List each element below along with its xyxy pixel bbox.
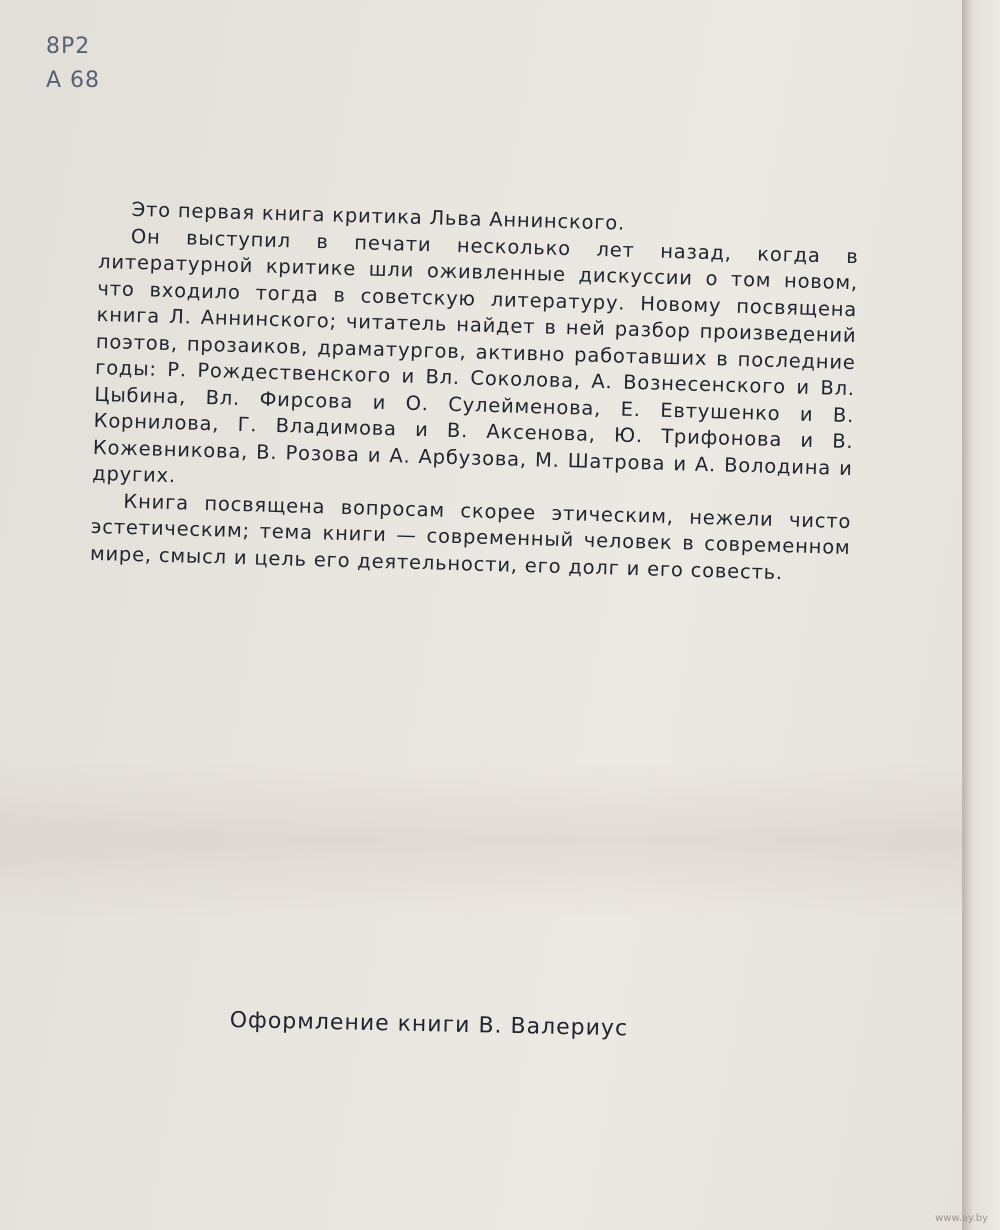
annotation-paragraph-2: Он выступил в печати несколько лет назад, когда в литературной критике шли оживленные дискуссии о том новом, что входило тогда в советскую литературу. Новому посвящена книга Л. Аннинского; читатель найдет в ней разбор произведений поэтов, прозаиков, драматургов, активно работавших в последние годы: Р. Рождественского и Вл. Соколова, А. Вознесенского и Вл. Цыбина, Вл. Фирсова и О. Сулейменова, Е. Евтушенко и В. Корнилова, Г. Владимова и В. Аксенова, Ю. Трифонова и В. Кожевникова, В. Розова и А. Арбузова, М. Шатрова и А. Володина и других. — [91, 224, 859, 488]
design-credit: Оформление книги В. Валериус — [229, 1008, 629, 1042]
udc-code: 8Р2 — [46, 34, 91, 59]
annotation-paragraph-3: Книга посвящена вопросам скорее этическим, нежели чисто эстетическим; тема книги — современный человек в современном мире, смысл и цель его деятельности, его долг и его совесть. — [89, 489, 852, 584]
annotation-text — [90, 196, 860, 588]
author-index: А 68 — [46, 68, 101, 93]
page-edge — [962, 0, 1000, 1230]
watermark: www.ay.by — [935, 1213, 988, 1224]
annotation-paragraph-1: Это первая книга критика Льва Аннинского. — [131, 197, 626, 235]
catalog-code — [46, 30, 100, 98]
